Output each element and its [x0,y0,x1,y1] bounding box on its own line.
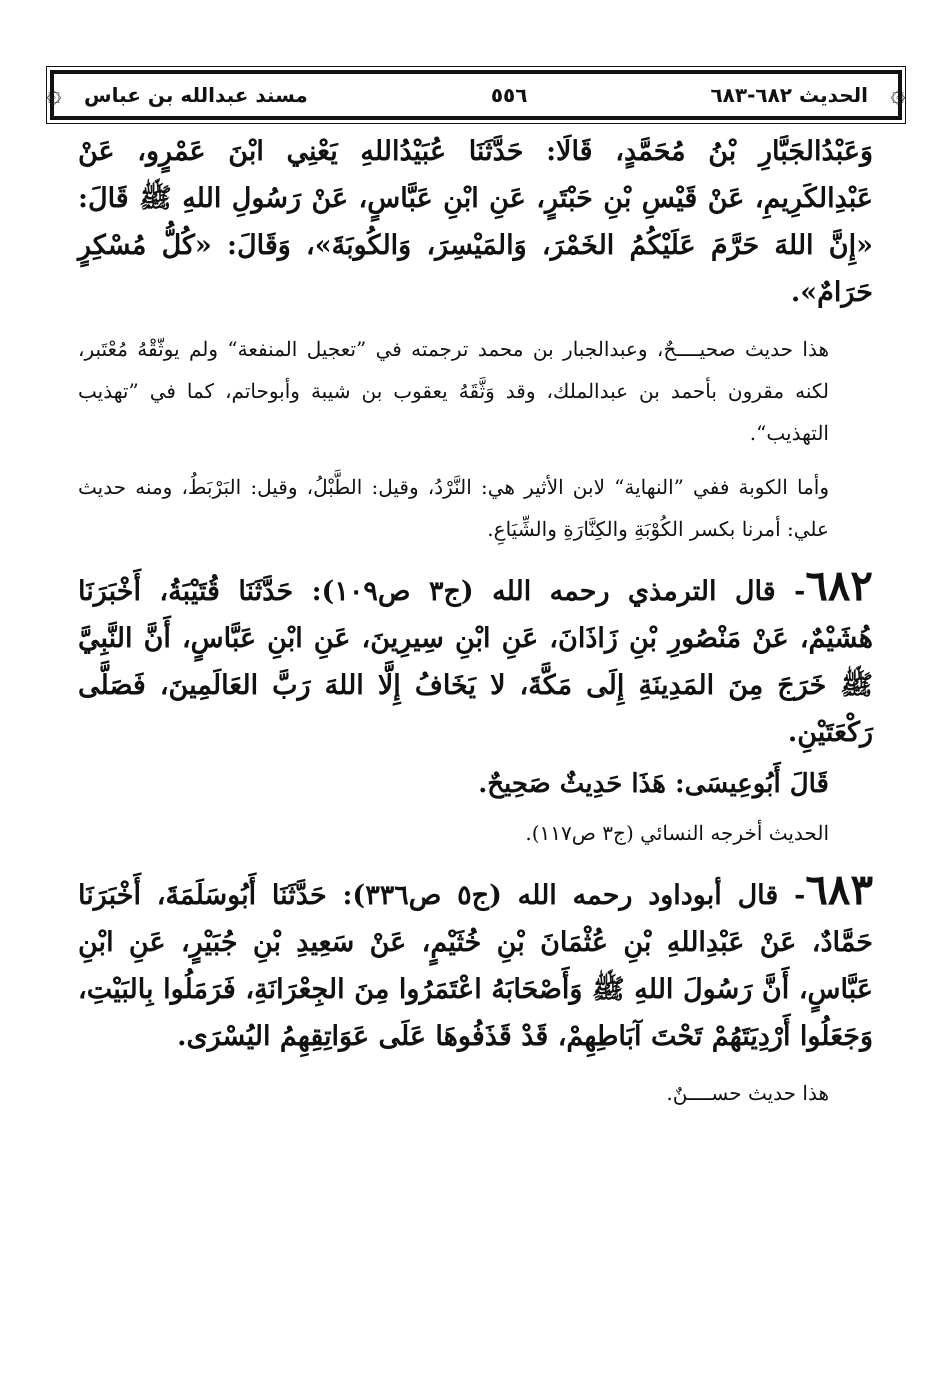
ornament-right-icon: ۞ [890,79,906,109]
hadith-682-text: - قال الترمذي رحمه الله (ج٣ ص١٠٩): حَدَّثَنَا قُتَيْبَةُ، أَخْبَرَنَا هُشَيْمٌ، عَنْ مَنْصُورِ بْنِ زَاذَانَ، عَنِ ابْنِ سِيرِينَ، عَنِ ابْنِ عَبَّاسٍ، أَنَّ النَّبِيَّ ﷺ خَرَجَ مِنَ المَدِينَةِ إِلَى مَكَّةَ، لا يَخَافُ إِلَّا اللهَ رَبَّ العَالَمِينَ، فَصَلَّى رَكْعَتَيْنِ. [78,576,873,748]
hadith-682-takhrij: الحديث أخرجه النسائي (ج٣ ص١١٧). [525,821,829,845]
note-681-grading: هذا حديث صحيــــحٌ، وعبدالجبار بن محمد ترجمته في ”تعجيل المنفعة“ ولم يوثّقْهُ مُعْتَبر، لكنه مقرون بأحمد بن عبدالملك، وقد وَثَّقَهُ يعقوب بن شيبة وأبوحاتم، كما في ”تهذيب التهذيب“. [78,337,829,445]
hadith-681-continuation: وَعَبْدُالجَبَّارِ بْنُ مُحَمَّدٍ، قَالَا: حَدَّثَنَا عُبَيْدُاللهِ يَعْنِي ابْنَ عَمْرٍو، عَنْ عَبْدِالكَرِيمِ، عَنْ قَيْسِ بْنِ حَبْتَرٍ، عَنِ ابْنِ عَبَّاسٍ، عَنْ رَسُولِ اللهِ ﷺ قَالَ: «إِنَّ اللهَ حَرَّمَ عَلَيْكُمُ الخَمْرَ، وَالمَيْسِرَ، وَالكُوبَةَ»، وَقَالَ: «كُلُّ مُسْكِرٍ حَرَامٌ». [78,136,873,308]
hadith-683-number: ٦٨٣ [805,865,874,914]
hadith-682 [78,562,873,756]
ornament-left-icon: ۞ [46,79,62,109]
note-681-kuba: وأما الكوبة ففي ”النهاية“ لابن الأثير هي: النَّرْدُ، وقيل: الطَّبْلُ، وقيل: البَرْبَطُ، ومنه حديث علي: أمرنا بكسر الكُوْبَةِ والكِنَّارَةِ والشِّيَاعِ. [78,475,829,541]
hadith-683-text: - قال أبوداود رحمه الله (ج٥ ص٣٣٦): حَدَّثَنَا أَبُوسَلَمَةَ، أَخْبَرَنَا حَمَّادٌ، عَنْ عَبْدِاللهِ بْنِ عُثْمَانَ بْنِ خُثَيْمٍ، عَنْ سَعِيدِ بْنِ جُبَيْرٍ، عَنِ ابْنِ عَبَّاسٍ، أَنَّ رَسُولَ اللهِ ﷺ وَأَصْحَابَهُ اعْتَمَرُوا مِنَ الجِعْرَانَةِ، فَرَمَلُوا بِالبَيْتِ، وَجَعَلُوا أَرْدِيَتَهُمْ تَحْتَ آبَاطِهِمْ، قَدْ قَذَفُوهَا عَلَى عَوَاتِقِهِمُ اليُسْرَى. [78,880,873,1052]
page-number: ٥٥٦ [490,83,528,107]
page-header [50,70,902,120]
hadith-683 [78,866,873,1060]
hadith-range: الحديث ٦٨٢-٦٨٣ [710,83,868,107]
hadith-682-number: ٦٨٢ [805,561,873,610]
hadith-683-grade: هذا حديث حســــنٌ. [666,1081,829,1105]
page-content [78,128,873,1114]
book-title: مسند عبدالله بن عباس [84,83,308,107]
hadith-682-abu-isa: قَالَ أَبُوعِيسَى: هَذَا حَدِيثٌ صَحِيحٌ. [478,769,829,799]
